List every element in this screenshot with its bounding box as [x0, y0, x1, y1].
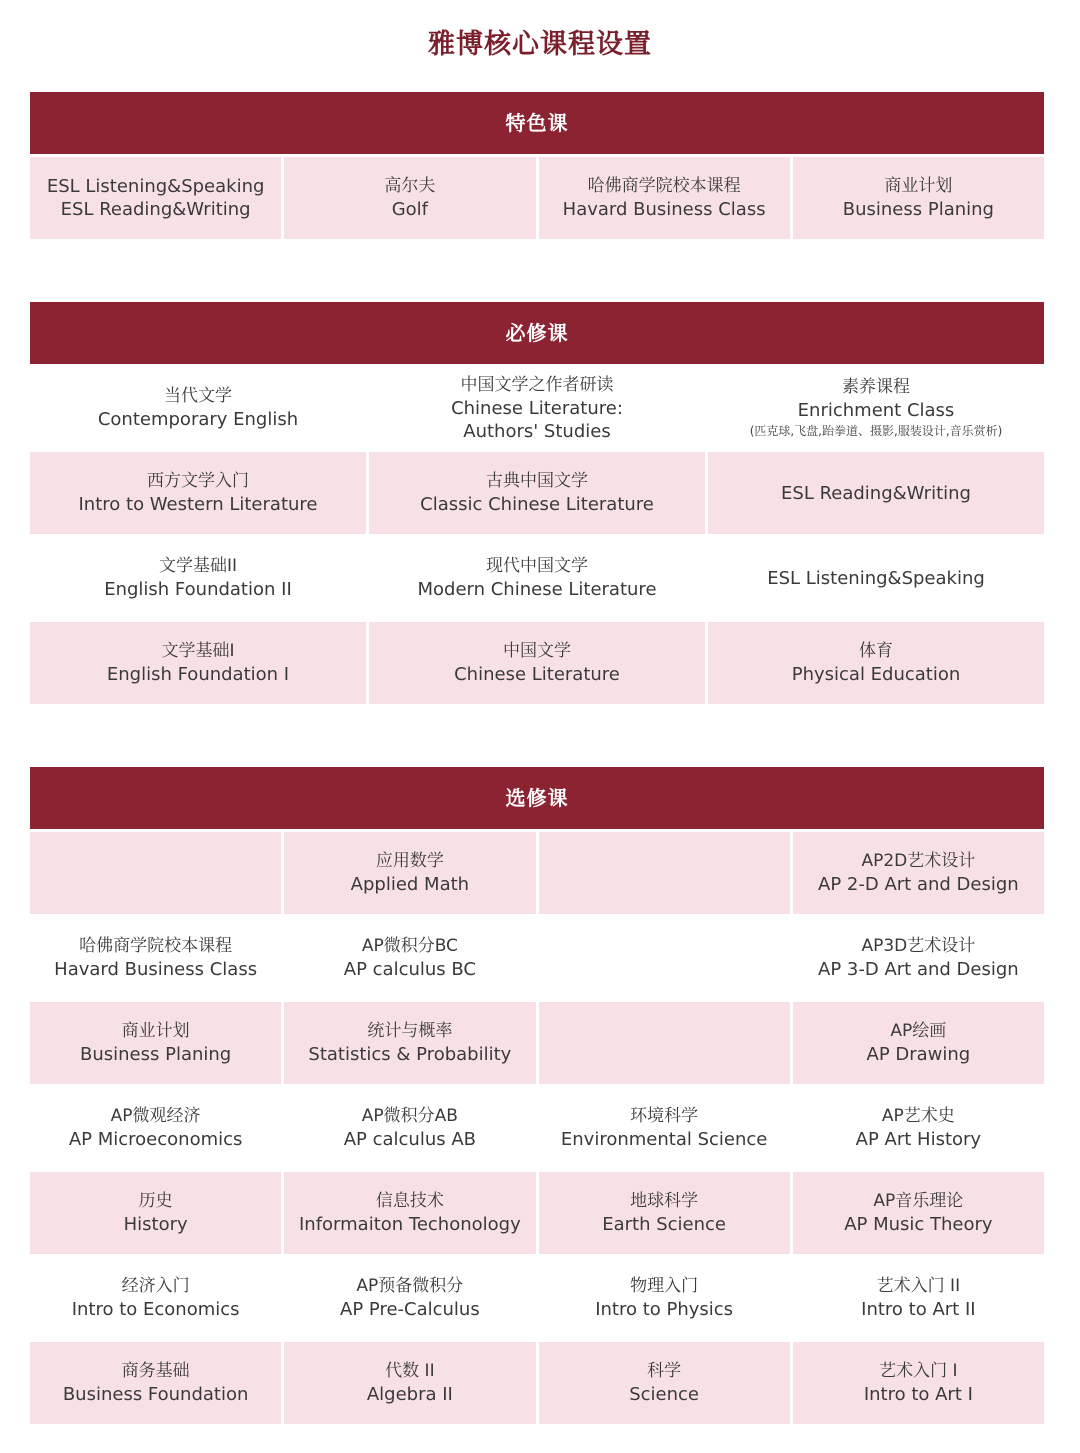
course-name-en: Chinese Literature:	[451, 397, 623, 419]
course-cell	[30, 452, 366, 534]
course-name-cn: AP微积分BC	[361, 936, 458, 956]
course-name-en: Algebra II	[366, 1384, 453, 1405]
course-grid	[30, 157, 1044, 239]
course-name-cn: 商业计划	[121, 1021, 190, 1041]
course-cell	[284, 1257, 535, 1339]
course-cell	[30, 537, 366, 619]
course-name-cn: 应用数学	[375, 851, 444, 871]
course-name-cn: AP微观经济	[110, 1106, 201, 1126]
course-cell	[284, 832, 535, 914]
course-name-cn: 文学基础II	[158, 556, 238, 576]
course-name-en: Enrichment Class	[797, 400, 955, 421]
course-cell	[30, 917, 281, 999]
section-heading: 特色课	[30, 92, 1044, 154]
course-cell	[708, 537, 1044, 619]
course-cell	[539, 1342, 790, 1424]
course-name-cn: 艺术入门 I	[879, 1361, 958, 1381]
course-name-cn: 历史	[138, 1191, 173, 1211]
course-name-cn: 素养课程	[842, 377, 910, 397]
course-name-en: Havard Business Class	[54, 959, 258, 980]
course-cell	[793, 1257, 1044, 1339]
course-name-cn: 代数 II	[385, 1361, 435, 1381]
course-cell	[369, 452, 705, 534]
course-cell-empty	[30, 832, 281, 914]
course-name-cn: 当代文学	[164, 386, 232, 406]
course-cell	[30, 1172, 281, 1254]
course-name-en: Intro to Western Literature	[78, 494, 318, 515]
course-cell	[539, 1087, 790, 1169]
course-name-en: Statistics & Probability	[308, 1044, 512, 1065]
course-name-cn: 科学	[647, 1361, 682, 1381]
course-cell-empty	[539, 1002, 790, 1084]
course-cell	[284, 157, 535, 239]
course-name-cn: 中国文学	[503, 641, 571, 661]
course-cell	[30, 157, 281, 239]
course-name-cn: 哈佛商学院校本课程	[587, 176, 741, 196]
course-name-cn: 古典中国文学	[486, 471, 588, 491]
course-name-en: AP calculus BC	[343, 959, 476, 980]
course-name-cn: 环境科学	[630, 1106, 699, 1126]
course-name-en: ESL Listening&Speaking	[767, 567, 985, 589]
course-name-cn: AP绘画	[890, 1021, 947, 1041]
course-name-en: ESL Listening&Speaking	[46, 176, 265, 197]
course-note: (匹克球,飞盘,跆拳道、摄影,服装设计,音乐赏析)	[749, 424, 1003, 438]
course-cell-empty	[539, 917, 790, 999]
course-name-cn: 艺术入门 II	[876, 1276, 961, 1296]
course-name-en: English Foundation II	[104, 579, 292, 600]
course-name-en: AP Music Theory	[844, 1214, 993, 1235]
course-cell	[793, 832, 1044, 914]
course-cell	[369, 622, 705, 704]
course-cell	[284, 1002, 535, 1084]
course-cell	[30, 1087, 281, 1169]
course-name-en: Intro to Physics	[595, 1299, 734, 1320]
course-cell	[793, 157, 1044, 239]
course-name-cn: 中国文学之作者研读	[460, 374, 614, 395]
course-cell	[708, 622, 1044, 704]
course-cell	[793, 1172, 1044, 1254]
course-name-en: Business Planing	[842, 199, 994, 220]
course-name-en: ESL Reading&Writing	[60, 199, 251, 220]
course-name-cn: 地球科学	[630, 1191, 699, 1211]
course-name-cn: 物理入门	[630, 1276, 699, 1296]
course-cell	[539, 1257, 790, 1339]
course-cell	[30, 1342, 281, 1424]
course-cell	[30, 1257, 281, 1339]
course-name-en: Havard Business Class	[562, 199, 766, 220]
course-cell	[708, 452, 1044, 534]
course-name-cn: AP音乐理论	[873, 1191, 964, 1211]
course-name-en: Chinese Literature	[454, 664, 620, 685]
course-name-cn: AP预备微积分	[356, 1276, 464, 1296]
course-name-en: Intro to Art II	[861, 1299, 976, 1320]
course-name-en: Science	[629, 1384, 700, 1405]
course-name-en: Business Planing	[80, 1044, 232, 1065]
course-cell	[793, 1342, 1044, 1424]
course-name-en-2: Authors' Studies	[463, 420, 611, 442]
course-name-en: English Foundation I	[106, 664, 290, 685]
course-cell	[708, 367, 1044, 449]
course-name-en: Informaiton Techonology	[298, 1214, 521, 1235]
course-cell	[793, 917, 1044, 999]
course-name-cn: 统计与概率	[367, 1021, 453, 1041]
page-title: 雅博核心课程设置	[428, 29, 652, 60]
course-name-cn: 经济入门	[121, 1276, 190, 1296]
course-cell	[539, 1172, 790, 1254]
course-name-en: AP 3-D Art and Design	[818, 959, 1019, 980]
course-name-en: Physical Education	[791, 664, 961, 685]
course-cell	[793, 1002, 1044, 1084]
course-name-cn: 高尔夫	[384, 176, 436, 196]
course-name-en: History	[123, 1214, 188, 1235]
course-name-en: AP Drawing	[866, 1044, 971, 1065]
section-heading: 必修课	[30, 302, 1044, 364]
section-required	[30, 302, 1044, 704]
course-name-cn: 哈佛商学院校本课程	[79, 936, 233, 956]
course-name-en: Intro to Economics	[71, 1299, 240, 1320]
course-name-en: Applied Math	[350, 874, 470, 895]
course-cell	[284, 1087, 535, 1169]
course-cell	[539, 157, 790, 239]
course-name-cn: AP3D艺术设计	[861, 936, 976, 956]
course-cell	[284, 1342, 535, 1424]
course-cell	[284, 917, 535, 999]
course-name-cn: 现代中国文学	[486, 556, 588, 576]
course-grid	[30, 832, 1044, 1424]
course-cell-empty	[539, 832, 790, 914]
course-name-en: AP Microeconomics	[68, 1129, 243, 1150]
section-heading: 选修课	[30, 767, 1044, 829]
course-name-cn: 文学基础I	[161, 641, 235, 661]
course-cell	[30, 1002, 281, 1084]
course-name-cn: 信息技术	[375, 1191, 444, 1211]
course-cell	[793, 1087, 1044, 1169]
course-name-en: ESL Reading&Writing	[781, 482, 971, 504]
course-name-en: Modern Chinese Literature	[417, 579, 657, 600]
course-name-cn: 西方文学入门	[147, 471, 249, 491]
course-cell	[369, 367, 705, 449]
course-grid	[30, 367, 1044, 704]
course-name-en: AP 2-D Art and Design	[818, 874, 1019, 895]
course-name-cn: 体育	[859, 641, 893, 661]
course-cell	[30, 367, 366, 449]
course-name-en: AP calculus AB	[343, 1129, 477, 1150]
course-name-en: AP Art History	[855, 1129, 982, 1150]
course-name-en: AP Pre-Calculus	[340, 1299, 480, 1320]
course-cell	[369, 537, 705, 619]
course-name-en: Golf	[391, 199, 429, 220]
course-cell	[30, 622, 366, 704]
course-name-cn: 商务基础	[121, 1361, 190, 1381]
course-name-en: Business Foundation	[62, 1384, 249, 1405]
course-name-cn: 商业计划	[884, 176, 953, 196]
course-name-cn: AP2D艺术设计	[861, 851, 976, 871]
course-name-en: Intro to Art I	[863, 1384, 973, 1405]
section-featured	[30, 92, 1044, 239]
course-name-en: Contemporary English	[97, 409, 299, 430]
course-name-cn: AP微积分AB	[361, 1106, 458, 1126]
course-name-en: Earth Science	[602, 1214, 727, 1235]
course-name-en: Classic Chinese Literature	[420, 494, 654, 515]
course-cell	[284, 1172, 535, 1254]
course-name-en: Environmental Science	[560, 1129, 768, 1150]
course-name-cn: AP艺术史	[881, 1106, 955, 1126]
section-elective	[30, 767, 1044, 1424]
